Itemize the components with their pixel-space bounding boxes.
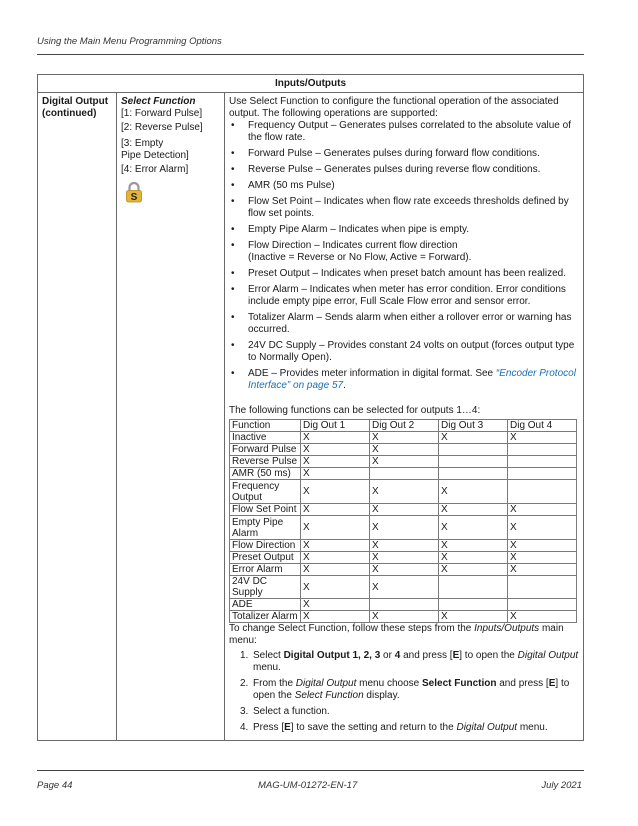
output-cell: X	[301, 456, 370, 468]
function-table-row	[230, 552, 577, 564]
output-cell: X	[370, 576, 439, 599]
step-text: From the	[253, 678, 296, 689]
output-cell	[439, 456, 508, 468]
document-id: MAG-UM-01272-EN-17	[258, 780, 358, 791]
function-table-row	[230, 504, 577, 516]
step-text: or	[380, 650, 395, 661]
output-cell: X	[370, 504, 439, 516]
output-cell: X	[301, 444, 370, 456]
step-text: menu choose	[356, 678, 422, 689]
output-cell: X	[439, 564, 508, 576]
output-cell: X	[301, 468, 370, 480]
column-header: Dig Out 4	[508, 420, 577, 432]
function-name-cell: Frequency Output	[230, 480, 301, 504]
function-name-cell: AMR (50 ms)	[230, 468, 301, 480]
list-item: • Reverse Pulse – Generates pulses during reverse flow conditions.	[229, 164, 579, 176]
output-cell: X	[301, 540, 370, 552]
step-key: 3	[374, 650, 381, 661]
step-key: ,	[369, 650, 375, 661]
output-cell	[508, 444, 577, 456]
step-number: 1.	[240, 650, 249, 661]
step-text: and press [	[400, 650, 453, 661]
list-item-line: Flow Direction – Indicates current flow direction	[248, 240, 458, 251]
table-title: Inputs/Outputs	[38, 75, 583, 93]
step-key: Select Function	[422, 678, 497, 689]
description-column	[229, 96, 579, 738]
step-menu: Digital Output	[456, 722, 518, 733]
output-cell: X	[370, 456, 439, 468]
output-cell: X	[301, 504, 370, 516]
function-name-cell: Preset Output	[230, 552, 301, 564]
encoder-protocol-link[interactable]: “Encoder Protocol Interface” on page 57	[248, 368, 576, 391]
output-cell	[508, 599, 577, 611]
step-number: 4.	[240, 722, 249, 733]
step-menu: Digital Output	[517, 650, 579, 661]
output-cell	[439, 468, 508, 480]
parameter-group-continued: (continued)	[42, 108, 97, 119]
column-divider	[116, 92, 117, 740]
function-name-cell: Inactive	[230, 432, 301, 444]
output-cell: X	[301, 552, 370, 564]
step-menu: Digital Output	[295, 678, 357, 689]
step-text: Select a function.	[253, 706, 330, 717]
running-header: Using the Main Menu Programming Options	[37, 36, 222, 47]
output-cell: X	[508, 504, 577, 516]
function-table-row	[230, 432, 577, 444]
output-cell	[439, 444, 508, 456]
step-text: Select	[253, 650, 284, 661]
page-number: Page 44	[37, 780, 73, 791]
function-table-row	[230, 611, 577, 623]
function-name-cell: Flow Set Point	[230, 504, 301, 516]
step-number: 2.	[240, 678, 249, 689]
function-name-cell: Empty Pipe Alarm	[230, 516, 301, 540]
step-key: E	[284, 722, 291, 733]
output-cell: X	[370, 516, 439, 540]
list-item-text: .	[343, 380, 346, 391]
list-item-line: (Inactive = Reverse or No Flow, Active = Forward).	[248, 252, 472, 263]
list-item: • 24V DC Supply – Provides constant 24 volts on output (forces output type to Normally Open).	[229, 340, 579, 364]
output-cell: X	[301, 564, 370, 576]
function-name-cell: Error Alarm	[230, 564, 301, 576]
output-cell: X	[301, 611, 370, 623]
step-key: E	[452, 650, 460, 661]
list-item: • Frequency Output – Generates pulses correlated to the absolute value of the flow rate.	[229, 120, 579, 144]
document-date: July 2021	[541, 780, 582, 791]
list-item: • Forward Pulse – Generates pulses during forward flow conditions.	[229, 148, 579, 160]
column-header: Dig Out 2	[370, 420, 439, 432]
list-item: • Empty Pipe Alarm – Indicates when pipe is empty.	[229, 224, 579, 236]
function-name-cell: ADE	[230, 599, 301, 611]
step-text: ] to save the setting and return to the	[290, 722, 457, 733]
operations-list	[229, 120, 579, 392]
output-cell	[508, 480, 577, 504]
list-item-text: ADE – Provides meter information in digital format. See	[248, 368, 496, 379]
steps-list	[229, 650, 579, 734]
function-table-header-row	[230, 420, 577, 432]
step-key: ,	[358, 650, 364, 661]
list-item: • Totalizer Alarm – Sends alarm when either a rollover error or warning has occurred.	[229, 312, 579, 336]
footer-rule	[37, 770, 584, 771]
function-table-row	[230, 456, 577, 468]
function-name-cell: Reverse Pulse	[230, 456, 301, 468]
list-item: • Flow Set Point – Indicates when flow rate exceeds thresholds defined by flow set points.	[229, 196, 579, 220]
column-header: Function	[230, 420, 301, 432]
output-cell: X	[439, 611, 508, 623]
step-text: and press [	[496, 678, 549, 689]
output-cell	[508, 576, 577, 599]
output-cell: X	[370, 564, 439, 576]
output-cell: X	[301, 432, 370, 444]
step-key: 4	[394, 650, 401, 661]
steps-intro-text: main menu:	[229, 623, 564, 646]
step-item	[229, 678, 579, 702]
output-cell: X	[301, 576, 370, 599]
output-cell	[508, 456, 577, 468]
lock-letter: S	[130, 192, 138, 203]
list-item	[229, 368, 579, 392]
output-cell: X	[301, 516, 370, 540]
output-cell	[439, 599, 508, 611]
function-table-row	[230, 576, 577, 599]
step-menu: Select Function	[294, 690, 364, 701]
output-cell: X	[439, 516, 508, 540]
output-cell: X	[370, 432, 439, 444]
function-table-row	[230, 516, 577, 540]
output-cell: X	[370, 540, 439, 552]
output-cell	[439, 576, 508, 599]
option-item: [4: Error Alarm]	[121, 164, 189, 175]
step-number: 3.	[240, 706, 249, 717]
output-cell: X	[370, 480, 439, 504]
output-cell: X	[508, 552, 577, 564]
step-text: menu.	[517, 722, 548, 733]
output-cell: X	[439, 504, 508, 516]
function-table-row	[230, 444, 577, 456]
output-cell: X	[508, 516, 577, 540]
parameter-column	[121, 96, 223, 207]
steps-intro-menu: Inputs/Outputs	[474, 623, 540, 634]
function-table	[229, 419, 577, 623]
output-cell: X	[370, 552, 439, 564]
security-lock-icon	[125, 181, 223, 207]
step-key: Digital Output 1	[283, 650, 359, 661]
output-cell: X	[508, 611, 577, 623]
option-item: Pipe Detection]	[121, 150, 189, 161]
parameter-group-label: Digital Output	[42, 96, 109, 107]
steps-intro-text: To change Select Function, follow these steps from the	[229, 623, 475, 634]
output-cell: X	[439, 480, 508, 504]
function-table-row	[230, 599, 577, 611]
output-cell: X	[370, 611, 439, 623]
function-name-cell: Totalizer Alarm	[230, 611, 301, 623]
output-cell: X	[439, 540, 508, 552]
function-table-row	[230, 564, 577, 576]
output-cell: X	[439, 432, 508, 444]
inputs-outputs-table	[37, 74, 584, 741]
steps-intro	[229, 623, 579, 647]
output-cell: X	[508, 540, 577, 552]
output-cell	[370, 468, 439, 480]
parameter-name: Select Function	[121, 96, 196, 107]
function-name-cell: Forward Pulse	[230, 444, 301, 456]
function-name-cell: Flow Direction	[230, 540, 301, 552]
output-cell	[508, 468, 577, 480]
option-item: [1: Forward Pulse]	[121, 108, 203, 119]
parameter-group	[42, 96, 108, 120]
column-divider	[224, 92, 225, 740]
step-item	[229, 706, 579, 718]
step-item	[229, 650, 579, 674]
output-cell: X	[508, 432, 577, 444]
step-text: Press [	[253, 722, 285, 733]
header-rule	[37, 54, 584, 55]
list-item: • Error Alarm – Indicates when meter has error condition. Error conditions include empty pipe error, Full Scale Flow error and sensor error.	[229, 284, 579, 308]
list-item	[229, 240, 579, 264]
step-key: 2	[363, 650, 370, 661]
function-table-heading: The following functions can be selected for outputs 1…4:	[229, 405, 481, 416]
output-cell: X	[370, 444, 439, 456]
step-item	[229, 722, 579, 734]
intro-paragraph: Use Select Function to configure the functional operation of the associated output. The following operations are supported:	[229, 96, 559, 119]
step-text: display.	[363, 690, 400, 701]
column-header: Dig Out 1	[301, 420, 370, 432]
output-cell: X	[508, 564, 577, 576]
column-header: Dig Out 3	[439, 420, 508, 432]
step-key: E	[548, 678, 556, 689]
output-cell: X	[439, 552, 508, 564]
step-text: ] to open the	[253, 678, 570, 701]
step-text: menu.	[253, 662, 281, 673]
list-item: • AMR (50 ms Pulse)	[229, 180, 579, 192]
function-table-row	[230, 480, 577, 504]
option-item: [3: Empty	[121, 138, 164, 149]
function-name-cell: 24V DC Supply	[230, 576, 301, 599]
function-table-row	[230, 468, 577, 480]
output-cell: X	[301, 599, 370, 611]
list-item: • Preset Output – Indicates when preset batch amount has been realized.	[229, 268, 579, 280]
step-text: ] to open the	[459, 650, 518, 661]
function-table-row	[230, 540, 577, 552]
output-cell: X	[301, 480, 370, 504]
option-item: [2: Reverse Pulse]	[121, 122, 203, 133]
output-cell	[370, 599, 439, 611]
